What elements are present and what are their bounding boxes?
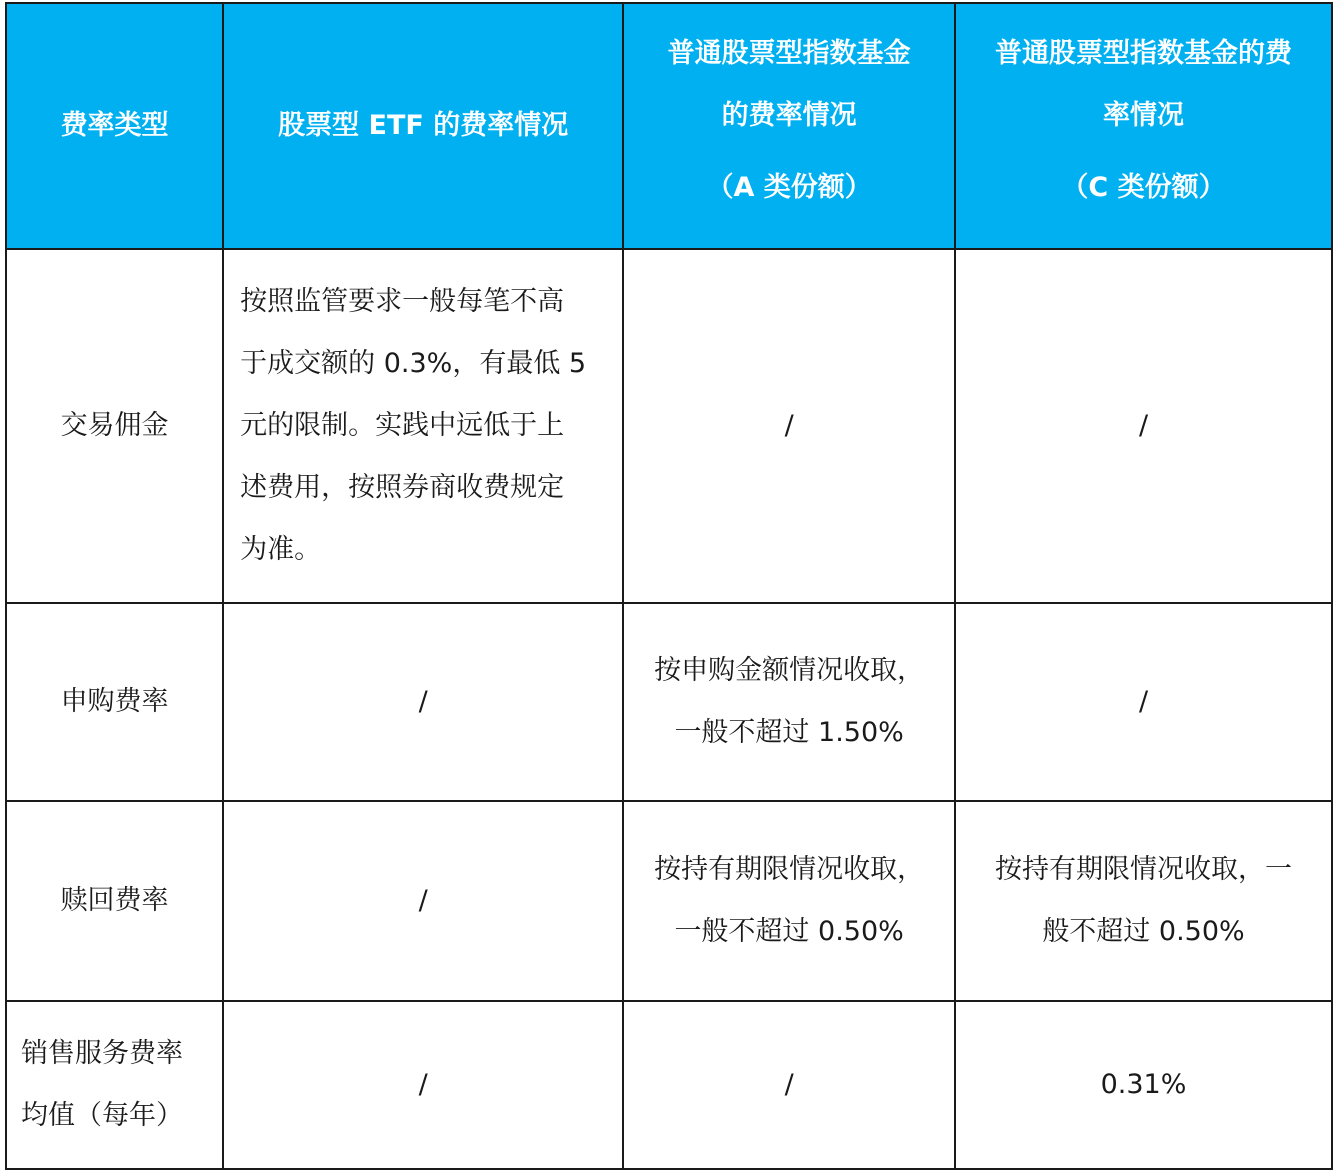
row-fee-type-label: 均值（每年） <box>21 1100 183 1131</box>
cell-text: / <box>418 885 428 916</box>
cell-text: / <box>418 686 428 717</box>
row-etf-cell <box>223 801 623 1001</box>
cell-text-line: 按照监管要求一般每笔不高 <box>240 286 565 317</box>
row-fee-type-label: 交易佣金 <box>60 410 169 441</box>
row-fee-type <box>6 249 223 603</box>
header-etf <box>223 3 623 249</box>
row-class-a-cell <box>623 249 955 603</box>
row-fee-type <box>6 603 223 801</box>
table-row <box>6 801 1332 1001</box>
table-row <box>6 1001 1332 1169</box>
row-class-a-cell <box>623 1001 955 1169</box>
table-row <box>6 249 1332 603</box>
header-class-c-line: （C 类份额） <box>1061 172 1226 203</box>
row-etf-cell <box>223 603 623 801</box>
header-class-c-line: 率情况 <box>1103 100 1184 131</box>
row-class-c-cell <box>955 603 1332 801</box>
header-class-a-line: 的费率情况 <box>721 100 857 131</box>
cell-text-line: 般不超过 0.50% <box>1042 916 1245 947</box>
header-class-a <box>623 3 955 249</box>
row-etf-cell <box>223 249 623 603</box>
cell-text: 0.31% <box>1100 1069 1187 1100</box>
row-fee-type <box>6 801 223 1001</box>
row-fee-type-label: 赎回费率 <box>60 885 169 916</box>
header-etf-label: 股票型 ETF 的费率情况 <box>278 110 569 141</box>
cell-text-line: 为准。 <box>240 534 322 565</box>
cell-text: / <box>418 1069 428 1100</box>
row-etf-cell <box>223 1001 623 1169</box>
cell-text-line: 于成交额的 0.3%，有最低 5 <box>240 348 587 379</box>
header-class-c <box>955 3 1332 249</box>
header-fee-type-label: 费率类型 <box>60 110 169 141</box>
cell-text-line: 一般不超过 1.50% <box>674 717 904 748</box>
cell-text-line: 按持有期限情况收取， <box>654 854 925 885</box>
header-class-a-line: （A 类份额） <box>706 172 872 203</box>
row-class-c-cell <box>955 801 1332 1001</box>
row-fee-type <box>6 1001 223 1169</box>
cell-text-line: 元的限制。实践中远低于上 <box>240 410 565 441</box>
cell-text: / <box>1138 686 1149 717</box>
row-fee-type-label: 销售服务费率 <box>21 1038 183 1069</box>
cell-text-line: 一般不超过 0.50% <box>674 916 904 947</box>
cell-text-line: 述费用，按照券商收费规定 <box>240 472 565 503</box>
fee-comparison-table <box>5 2 1333 1170</box>
cell-text: / <box>1138 410 1149 441</box>
cell-text-line: 按持有期限情况收取，一 <box>995 854 1292 885</box>
table-header-row <box>6 3 1332 249</box>
row-class-a-cell <box>623 603 955 801</box>
row-class-c-cell <box>955 1001 1332 1169</box>
row-class-c-cell <box>955 249 1332 603</box>
header-class-c-line: 普通股票型指数基金的费 <box>995 38 1292 69</box>
row-fee-type-label: 申购费率 <box>60 686 169 717</box>
header-fee-type <box>6 3 223 249</box>
table-row <box>6 603 1332 801</box>
cell-text: / <box>784 410 794 441</box>
cell-text: / <box>784 1069 794 1100</box>
row-class-a-cell <box>623 801 955 1001</box>
header-class-a-line: 普通股票型指数基金 <box>667 38 911 69</box>
cell-text-line: 按申购金额情况收取， <box>654 655 925 686</box>
